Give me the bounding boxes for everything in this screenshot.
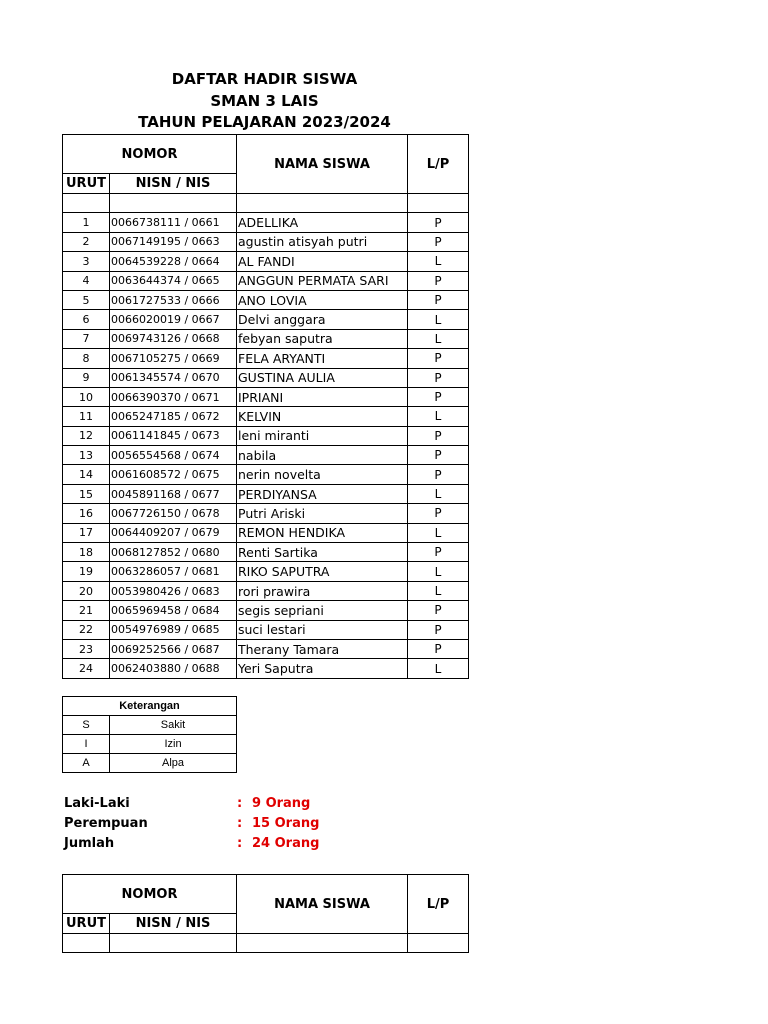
- row-gender: L: [408, 252, 469, 271]
- table-row: [63, 271, 469, 290]
- row-nisn: 0061727533 / 0666: [110, 290, 237, 309]
- row-nisn: 0045891168 / 0677: [110, 484, 237, 503]
- row-number: 2: [63, 232, 110, 251]
- table-row: [63, 543, 469, 562]
- row-number: 21: [63, 601, 110, 620]
- table-row: [63, 465, 469, 484]
- row-gender: L: [408, 329, 469, 348]
- row-nisn: 0053980426 / 0683: [110, 581, 237, 600]
- row-number: 22: [63, 620, 110, 639]
- legend-row: [63, 754, 237, 773]
- row-number: 13: [63, 446, 110, 465]
- row-nisn: 0065247185 / 0672: [110, 407, 237, 426]
- row-name: ADELLIKA: [237, 213, 408, 232]
- row-number: 14: [63, 465, 110, 484]
- legend-label: Sakit: [110, 716, 237, 735]
- row-gender: P: [408, 290, 469, 309]
- row-number: 3: [63, 252, 110, 271]
- row-nisn: 0064539228 / 0664: [110, 252, 237, 271]
- row-number: 10: [63, 387, 110, 406]
- row-name: AL FANDI: [237, 252, 408, 271]
- legend-code: A: [63, 754, 110, 773]
- empty-cell: [63, 934, 110, 953]
- header-lp: L/P: [408, 875, 469, 934]
- row-number: 9: [63, 368, 110, 387]
- row-nisn: 0061608572 / 0675: [110, 465, 237, 484]
- header-nisn: NISN / NIS: [110, 914, 237, 934]
- row-number: 1: [63, 213, 110, 232]
- row-name: RIKO SAPUTRA: [237, 562, 408, 581]
- empty-cell: [110, 194, 237, 213]
- legend-table: [62, 696, 237, 773]
- empty-cell: [63, 194, 110, 213]
- row-name: Renti Sartika: [237, 543, 408, 562]
- table-row: [63, 252, 469, 271]
- row-nisn: 0068127852 / 0680: [110, 543, 237, 562]
- row-nisn: 0063286057 / 0681: [110, 562, 237, 581]
- colon: :: [237, 796, 243, 811]
- row-nisn: 0066390370 / 0671: [110, 387, 237, 406]
- row-number: 8: [63, 349, 110, 368]
- legend-code: I: [63, 735, 110, 754]
- table-row: [63, 232, 469, 251]
- row-gender: L: [408, 310, 469, 329]
- row-gender: L: [408, 523, 469, 542]
- laki-value: 9 Orang: [252, 796, 311, 811]
- header-nisn: NISN / NIS: [110, 174, 237, 194]
- table-row: [63, 639, 469, 658]
- legend-label: Alpa: [110, 754, 237, 773]
- row-gender: L: [408, 581, 469, 600]
- header-nomor: NOMOR: [63, 135, 237, 174]
- row-gender: P: [408, 349, 469, 368]
- empty-cell: [408, 934, 469, 953]
- row-nisn: 0056554568 / 0674: [110, 446, 237, 465]
- table-row: [63, 659, 469, 678]
- legend-label: Izin: [110, 735, 237, 754]
- table-row: [63, 562, 469, 581]
- table-row: [63, 387, 469, 406]
- legend-row: [63, 735, 237, 754]
- row-name: leni miranti: [237, 426, 408, 445]
- row-gender: P: [408, 620, 469, 639]
- row-name: Putri Ariski: [237, 504, 408, 523]
- row-name: nabila: [237, 446, 408, 465]
- row-nisn: 0066020019 / 0667: [110, 310, 237, 329]
- spacer-row: [63, 934, 469, 953]
- spacer-row: [63, 194, 469, 213]
- row-nisn: 0065969458 / 0684: [110, 601, 237, 620]
- row-number: 23: [63, 639, 110, 658]
- row-gender: P: [408, 504, 469, 523]
- academic-year: TAHUN PELAJARAN 2023/2024: [138, 113, 391, 131]
- row-name: Delvi anggara: [237, 310, 408, 329]
- doc-title: DAFTAR HADIR SISWA: [171, 70, 358, 88]
- header-nama: NAMA SISWA: [237, 875, 408, 934]
- row-gender: P: [408, 601, 469, 620]
- jumlah-value: 24 Orang: [252, 836, 320, 851]
- row-number: 20: [63, 581, 110, 600]
- header-nomor: NOMOR: [63, 875, 237, 914]
- row-number: 5: [63, 290, 110, 309]
- row-nisn: 0061345574 / 0670: [110, 368, 237, 387]
- row-name: agustin atisyah putri: [237, 232, 408, 251]
- row-nisn: 0067149195 / 0663: [110, 232, 237, 251]
- row-number: 19: [63, 562, 110, 581]
- row-number: 12: [63, 426, 110, 445]
- table-row: [63, 407, 469, 426]
- table-row: [63, 523, 469, 542]
- perempuan-value: 15 Orang: [252, 816, 320, 831]
- row-number: 4: [63, 271, 110, 290]
- attendance-table: [62, 134, 469, 679]
- row-gender: P: [408, 639, 469, 658]
- row-name: FELA ARYANTI: [237, 349, 408, 368]
- header-urut: URUT: [63, 174, 110, 194]
- row-name: rori prawira: [237, 581, 408, 600]
- header-lp: L/P: [408, 135, 469, 194]
- row-gender: L: [408, 562, 469, 581]
- table-row: [63, 290, 469, 309]
- row-name: nerin novelta: [237, 465, 408, 484]
- row-name: Yeri Saputra: [237, 659, 408, 678]
- colon: :: [237, 816, 243, 831]
- row-number: 16: [63, 504, 110, 523]
- table-row: [63, 368, 469, 387]
- table-row: [63, 426, 469, 445]
- row-number: 11: [63, 407, 110, 426]
- perempuan-label: Perempuan: [64, 816, 148, 831]
- header-nama: NAMA SISWA: [237, 135, 408, 194]
- header-urut: URUT: [63, 914, 110, 934]
- table-row: [63, 446, 469, 465]
- row-number: 17: [63, 523, 110, 542]
- legend-code: S: [63, 716, 110, 735]
- attendance-table-blank: [62, 874, 469, 953]
- laki-label: Laki-Laki: [64, 796, 130, 811]
- row-gender: P: [408, 446, 469, 465]
- row-name: PERDIYANSA: [237, 484, 408, 503]
- row-number: 6: [63, 310, 110, 329]
- row-name: ANO LOVIA: [237, 290, 408, 309]
- table-row: [63, 310, 469, 329]
- row-name: IPRIANI: [237, 387, 408, 406]
- row-gender: L: [408, 407, 469, 426]
- row-name: segis sepriani: [237, 601, 408, 620]
- row-nisn: 0064409207 / 0679: [110, 523, 237, 542]
- row-number: 7: [63, 329, 110, 348]
- row-gender: P: [408, 271, 469, 290]
- row-name: febyan saputra: [237, 329, 408, 348]
- row-nisn: 0069252566 / 0687: [110, 639, 237, 658]
- table-row: [63, 620, 469, 639]
- table-row: [63, 504, 469, 523]
- row-number: 24: [63, 659, 110, 678]
- school-name: SMAN 3 LAIS: [210, 92, 319, 110]
- row-nisn: 0063644374 / 0665: [110, 271, 237, 290]
- row-number: 15: [63, 484, 110, 503]
- empty-cell: [110, 934, 237, 953]
- row-nisn: 0067726150 / 0678: [110, 504, 237, 523]
- table-row: [63, 581, 469, 600]
- legend-title: Keterangan: [63, 697, 237, 716]
- table-row: [63, 329, 469, 348]
- jumlah-label: Jumlah: [64, 836, 115, 851]
- row-name: suci lestari: [237, 620, 408, 639]
- table-row: [63, 484, 469, 503]
- summary-row-jumlah: [64, 836, 364, 856]
- table-row: [63, 213, 469, 232]
- row-gender: P: [408, 426, 469, 445]
- row-gender: L: [408, 484, 469, 503]
- row-nisn: 0062403880 / 0688: [110, 659, 237, 678]
- row-nisn: 0054976989 / 0685: [110, 620, 237, 639]
- colon: :: [237, 836, 243, 851]
- empty-cell: [237, 194, 408, 213]
- legend-row: [63, 716, 237, 735]
- row-number: 18: [63, 543, 110, 562]
- row-name: REMON HENDIKA: [237, 523, 408, 542]
- row-name: GUSTINA AULIA: [237, 368, 408, 387]
- empty-cell: [408, 194, 469, 213]
- row-name: KELVIN: [237, 407, 408, 426]
- row-gender: P: [408, 387, 469, 406]
- empty-cell: [237, 934, 408, 953]
- row-name: Therany Tamara: [237, 639, 408, 658]
- row-gender: P: [408, 465, 469, 484]
- row-nisn: 0067105275 / 0669: [110, 349, 237, 368]
- row-gender: P: [408, 368, 469, 387]
- row-nisn: 0066738111 / 0661: [110, 213, 237, 232]
- row-gender: P: [408, 543, 469, 562]
- row-gender: P: [408, 232, 469, 251]
- table-row: [63, 349, 469, 368]
- row-nisn: 0069743126 / 0668: [110, 329, 237, 348]
- summary-row-laki: [64, 796, 364, 816]
- row-nisn: 0061141845 / 0673: [110, 426, 237, 445]
- summary-row-perempuan: [64, 816, 364, 836]
- table-row: [63, 601, 469, 620]
- row-name: ANGGUN PERMATA SARI: [237, 271, 408, 290]
- row-gender: P: [408, 213, 469, 232]
- row-gender: L: [408, 659, 469, 678]
